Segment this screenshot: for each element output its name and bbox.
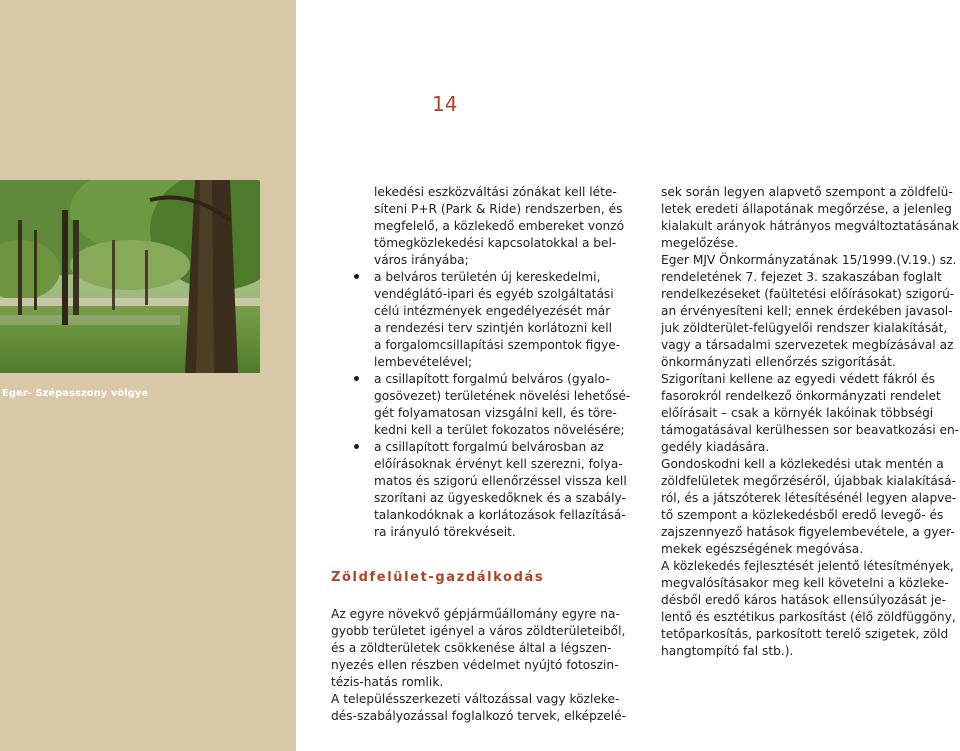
text-line: célú intézmények engedélyezését már [374, 304, 611, 318]
photo-caption: Eger- Szépasszony völgye [2, 388, 149, 399]
text-line: an érvényesíteni kell; ennek érdekében javasol- [661, 304, 953, 318]
text-line: tömegközlekedési kapcsolatokkal a bel- [374, 236, 617, 250]
text-line: tetőparkosítás, parkosított terelő szigetek, zöld [661, 627, 949, 641]
park-photo [0, 180, 260, 373]
column-2-text [661, 184, 960, 660]
text-line: gedély kiadására. [661, 440, 770, 454]
text-line: ról, és a játszóterek létesítésénél legyen alapve- [661, 491, 957, 505]
text-line: előírásoknak érvényt kell szerezni, folya- [374, 457, 623, 471]
bullet-icon [354, 274, 359, 279]
text-line: vagy a társadalmi szervezetek megbízásával az [661, 338, 954, 352]
column-1-top-text [374, 184, 630, 541]
section-heading: Zöldfelület-gazdálkodás [331, 570, 545, 585]
text-line: matos és szigorú ellenőrzéssel vissza kell [374, 474, 627, 488]
text-line: megvalósításakor meg kell követelni a közleke- [661, 576, 949, 590]
column-1-bottom-text [331, 606, 631, 725]
sidebar-panel [0, 0, 296, 751]
text-line: megfelelő, a közlekedő embereket vonzó [374, 219, 625, 233]
text-line: Szigorítani kellene az egyedi védett fákról és [661, 372, 936, 386]
text-line: hangtompító fal stb.). [661, 644, 794, 658]
text-line: Az egyre növekvő gépjárműállomány egyre na- [331, 607, 620, 621]
text-line: Gondoskodni kell a közlekedési utak mentén a [661, 457, 944, 471]
text-line: dés-szabályozással foglalkozó tervek, elképzelé- [331, 709, 627, 723]
text-line: talankodóknak a korlátozások fellazításá- [374, 508, 626, 522]
text-line: kedni kell a terület fokozatos növelésére; [374, 423, 625, 437]
text-line: támogatásával kerülhessen sor beavatkozási en- [661, 423, 960, 437]
text-line: letek eredeti állapotának megőrzése, a jelenleg [661, 202, 952, 216]
text-line: szorítani az ügyeskedőknek és a szabály- [374, 491, 626, 505]
text-line: mekek egészségének megóvása. [661, 542, 864, 556]
text-line: város irányába; [374, 253, 469, 267]
text-line: lentő és esztétikus parkosítást (élő zöldfüggöny, [661, 610, 956, 624]
text-line: lekedési eszközváltási zónákat kell léte- [374, 185, 617, 199]
text-line: A közlekedés fejlesztését jelentő létesítmények, [661, 559, 954, 573]
text-line: a forgalomcsillapítási szempontok figye- [374, 338, 621, 352]
text-line: tő szempont a közlekedésből eredő levegő- és [661, 508, 944, 522]
text-line: zöldfelületek megőrzéséről, újabbak kialakításá- [661, 474, 957, 488]
text-line: sek során legyen alapvető szempont a zöldfelü- [661, 185, 953, 199]
text-line: önkormányzati ellenőrzés szigorítását. [661, 355, 896, 369]
text-line: zajszennyező hatások figyelembevétele, a gyer- [661, 525, 955, 539]
text-line: síteni P+R (Park & Ride) rendszerben, és [374, 202, 623, 216]
text-line: gét folyamatosan vizsgálni kell, és töre- [374, 406, 617, 420]
text-line: a belváros területén új kereskedelmi, [374, 270, 601, 284]
text-line: gyobb területet igényel a város zöldterületeiből, [331, 624, 626, 638]
text-line: előírásait – csak a környék lakóinak többségi [661, 406, 934, 420]
page-number: 14 [432, 92, 458, 116]
text-line: a csillapított forgalmú belváros (gyalo- [374, 372, 610, 386]
text-line: rendelkezéseket (faültetési előírásokat) szigorú- [661, 287, 955, 301]
text-line: rendeletének 7. fejezet 3. szakaszában foglalt [661, 270, 942, 284]
text-line: fasorokról rendelkező önkormányzati rendelet [661, 389, 941, 403]
text-line: a csillapított forgalmú belvárosban az [374, 440, 604, 454]
bullet-icon [354, 376, 359, 381]
text-line: ra irányuló törekvéseit. [374, 525, 516, 539]
text-line: kialakult arányok hátrányos megváltoztatásának [661, 219, 959, 233]
bullet-icon [354, 444, 359, 449]
text-line: A településszerkezeti változással vagy közleke- [331, 692, 620, 706]
text-line: Eger MJV Önkormányzatának 15/1999.(V.19.) sz. [661, 253, 957, 267]
text-line: a rendezési terv szintjén korlátozni kell [374, 321, 612, 335]
text-line: désből eredő káros hatások ellensúlyozását je- [661, 593, 946, 607]
text-line: vendéglátó-ipari és egyéb szolgáltatási [374, 287, 614, 301]
text-line: juk zöldterület-felügyelői rendszer kialakítását, [661, 321, 948, 335]
text-line: lembevételével; [374, 355, 473, 369]
text-line: megelőzése. [661, 236, 739, 250]
text-line: gosövezet) területének növelési lehetősé- [374, 389, 631, 403]
text-line: és a zöldterületek csökkenése által a légszen- [331, 641, 612, 655]
text-line: nyezés ellen részben védelmet nyújtó fotoszin- [331, 658, 619, 672]
park-trees-image [0, 180, 260, 373]
text-line: tézis-hatás romlik. [331, 675, 444, 689]
